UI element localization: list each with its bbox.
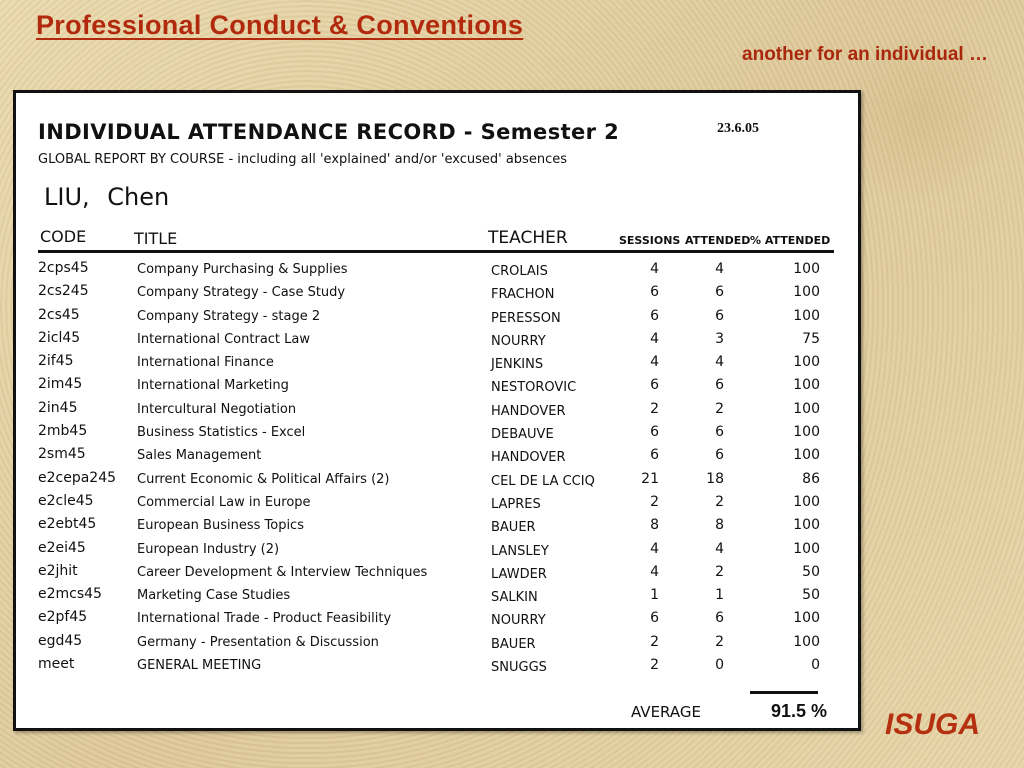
pct-attended-cell: 100 <box>793 633 820 650</box>
record-note: GLOBAL REPORT BY COURSE - including all 'explained' and/or 'excused' absences <box>38 152 567 167</box>
column-header-attended: ATTENDED <box>685 234 751 247</box>
teacher-cell: FRACHON <box>491 287 555 303</box>
course-code-cell: 2mb45 <box>38 423 88 440</box>
attended-cell: 6 <box>715 377 724 394</box>
sessions-cell: 6 <box>650 424 659 441</box>
attended-cell: 2 <box>715 633 724 650</box>
course-code-cell: 2icl45 <box>38 329 81 346</box>
course-code-cell: e2cepa245 <box>38 469 117 486</box>
course-title-cell: Germany - Presentation & Discussion <box>137 634 379 650</box>
sessions-cell: 6 <box>650 610 659 627</box>
table-row <box>16 516 858 539</box>
slide-title: Professional Conduct & Conventions <box>36 10 524 40</box>
table-row <box>16 423 858 446</box>
table-row <box>16 283 858 306</box>
teacher-cell: LANSLEY <box>491 543 549 559</box>
average-divider <box>750 691 818 694</box>
teacher-cell: CEL DE LA CCIQ <box>491 473 595 489</box>
course-code-cell: 2im45 <box>38 376 83 393</box>
sessions-cell: 6 <box>650 307 659 324</box>
slide-subtitle: another for an individual … <box>742 44 988 65</box>
pct-attended-cell: 100 <box>793 447 820 464</box>
course-title-cell: GENERAL MEETING <box>137 658 262 674</box>
attended-cell: 4 <box>715 540 724 557</box>
course-title-cell: Intercultural Negotiation <box>137 401 297 417</box>
table-row <box>16 563 858 586</box>
sessions-cell: 4 <box>650 540 659 557</box>
attended-cell: 6 <box>715 284 724 301</box>
table-row <box>16 400 858 423</box>
teacher-cell: NOURRY <box>491 613 546 629</box>
teacher-cell: PERESSON <box>491 310 561 326</box>
pct-attended-cell: 50 <box>802 563 820 580</box>
sessions-cell: 2 <box>650 493 659 510</box>
table-row <box>16 493 858 516</box>
course-code-cell: egd45 <box>38 632 83 649</box>
attended-cell: 6 <box>715 447 724 464</box>
attended-cell: 6 <box>715 307 724 324</box>
sessions-cell: 6 <box>650 284 659 301</box>
pct-attended-cell: 100 <box>793 261 820 277</box>
course-code-cell: 2in45 <box>38 399 78 416</box>
attended-cell: 4 <box>715 261 724 277</box>
teacher-cell: LAWDER <box>491 566 547 582</box>
pct-attended-cell: 100 <box>793 354 820 371</box>
course-title-cell: Business Statistics - Excel <box>137 425 306 441</box>
course-title-cell: International Marketing <box>137 378 289 394</box>
course-code-cell: 2if45 <box>38 353 74 370</box>
teacher-cell: BAUER <box>491 520 536 536</box>
column-header-pct-attended: % ATTENDED <box>750 234 831 247</box>
teacher-cell: BAUER <box>491 636 536 652</box>
teacher-cell: NESTOROVIC <box>491 380 577 396</box>
pct-attended-cell: 100 <box>793 540 820 557</box>
attended-cell: 8 <box>715 517 724 534</box>
sessions-cell: 21 <box>641 470 659 487</box>
teacher-cell: NOURRY <box>491 333 546 349</box>
course-code-cell: 2sm45 <box>38 446 86 463</box>
pct-attended-cell: 50 <box>802 587 820 604</box>
course-code-cell: meet <box>38 656 75 673</box>
column-header-code: CODE <box>40 227 87 246</box>
table-row <box>16 446 858 469</box>
record-title: INDIVIDUAL ATTENDANCE RECORD - Semester 2 <box>38 120 620 144</box>
teacher-cell: SNUGGS <box>491 660 547 676</box>
header-divider <box>38 250 834 253</box>
sessions-cell: 6 <box>650 447 659 464</box>
column-header-title: TITLE <box>134 229 178 248</box>
course-title-cell: Company Strategy - Case Study <box>137 285 346 301</box>
sessions-cell: 4 <box>650 354 659 371</box>
attended-cell: 6 <box>715 424 724 441</box>
average-label: AVERAGE <box>631 703 701 721</box>
sessions-cell: 4 <box>650 261 659 277</box>
table-row <box>16 353 858 376</box>
teacher-cell: HANDOVER <box>491 403 566 419</box>
table-row <box>16 260 858 283</box>
course-title-cell: Commercial Law in Europe <box>137 494 311 510</box>
course-code-cell: 2cs45 <box>38 306 80 323</box>
course-title-cell: European Business Topics <box>137 518 304 534</box>
sessions-cell: 2 <box>650 657 659 674</box>
course-title-cell: Company Strategy - stage 2 <box>137 308 321 324</box>
average-value: 91.5 % <box>771 701 828 721</box>
attended-cell: 2 <box>715 400 724 417</box>
course-title-cell: Sales Management <box>137 448 262 464</box>
teacher-cell: DEBAUVE <box>491 427 554 443</box>
table-row <box>16 656 858 679</box>
teacher-cell: LAPRES <box>491 496 541 512</box>
pct-attended-cell: 86 <box>802 470 820 487</box>
sessions-cell: 4 <box>650 330 659 347</box>
pct-attended-cell: 0 <box>811 657 820 674</box>
course-code-cell: e2cle45 <box>38 492 94 509</box>
course-code-cell: e2jhit <box>38 562 78 579</box>
pct-attended-cell: 100 <box>793 377 820 394</box>
table-row <box>16 470 858 493</box>
attended-cell: 1 <box>715 587 724 604</box>
table-row <box>16 307 858 330</box>
student-name: LIU, Chen <box>44 183 170 211</box>
sessions-cell: 8 <box>650 517 659 534</box>
pct-attended-cell: 100 <box>793 284 820 301</box>
isuga-logo: ISUGA <box>884 708 980 741</box>
table-row <box>16 586 858 609</box>
pct-attended-cell: 100 <box>793 424 820 441</box>
sessions-cell: 2 <box>650 633 659 650</box>
course-title-cell: European Industry (2) <box>137 541 280 557</box>
pct-attended-cell: 100 <box>793 493 820 510</box>
course-code-cell: e2pf45 <box>38 609 88 626</box>
pct-attended-cell: 100 <box>793 517 820 534</box>
course-code-cell: 2cs245 <box>38 283 89 300</box>
sessions-cell: 6 <box>650 377 659 394</box>
course-code-cell: 2cps45 <box>38 260 89 276</box>
table-row <box>16 330 858 353</box>
teacher-cell: SALKIN <box>491 590 538 606</box>
attendance-record-card <box>13 90 861 731</box>
course-title-cell: Current Economic & Political Affairs (2) <box>137 471 390 487</box>
course-title-cell: Company Purchasing & Supplies <box>137 262 348 277</box>
course-title-cell: International Contract Law <box>137 331 310 347</box>
attended-cell: 3 <box>715 330 724 347</box>
record-date: 23.6.05 <box>717 121 759 136</box>
attended-cell: 0 <box>715 657 724 674</box>
pct-attended-cell: 75 <box>802 330 820 347</box>
table-row <box>16 540 858 563</box>
table-row <box>16 633 858 656</box>
course-title-cell: Marketing Case Studies <box>137 588 291 604</box>
attended-cell: 6 <box>715 610 724 627</box>
table-row <box>16 376 858 399</box>
course-title-cell: International Trade - Product Feasibility <box>137 611 392 627</box>
pct-attended-cell: 100 <box>793 610 820 627</box>
course-code-cell: e2ebt45 <box>38 516 97 533</box>
attended-cell: 4 <box>715 354 724 371</box>
course-title-cell: International Finance <box>137 355 274 371</box>
teacher-cell: JENKINS <box>491 357 544 373</box>
attended-cell: 18 <box>706 470 724 487</box>
teacher-cell: CROLAIS <box>491 264 548 279</box>
teacher-cell: HANDOVER <box>491 450 566 466</box>
sessions-cell: 4 <box>650 563 659 580</box>
sessions-cell: 2 <box>650 400 659 417</box>
attendance-table-body <box>16 260 858 679</box>
attended-cell: 2 <box>715 493 724 510</box>
column-header-teacher: TEACHER <box>488 228 568 248</box>
sessions-cell: 1 <box>650 587 659 604</box>
attended-cell: 2 <box>715 563 724 580</box>
course-title-cell: Career Development & Interview Techniques <box>137 564 428 580</box>
pct-attended-cell: 100 <box>793 400 820 417</box>
course-code-cell: e2mcs45 <box>38 586 102 603</box>
pct-attended-cell: 100 <box>793 307 820 324</box>
course-code-cell: e2ei45 <box>38 539 86 556</box>
column-header-sessions: SESSIONS <box>619 234 681 247</box>
table-row <box>16 609 858 632</box>
